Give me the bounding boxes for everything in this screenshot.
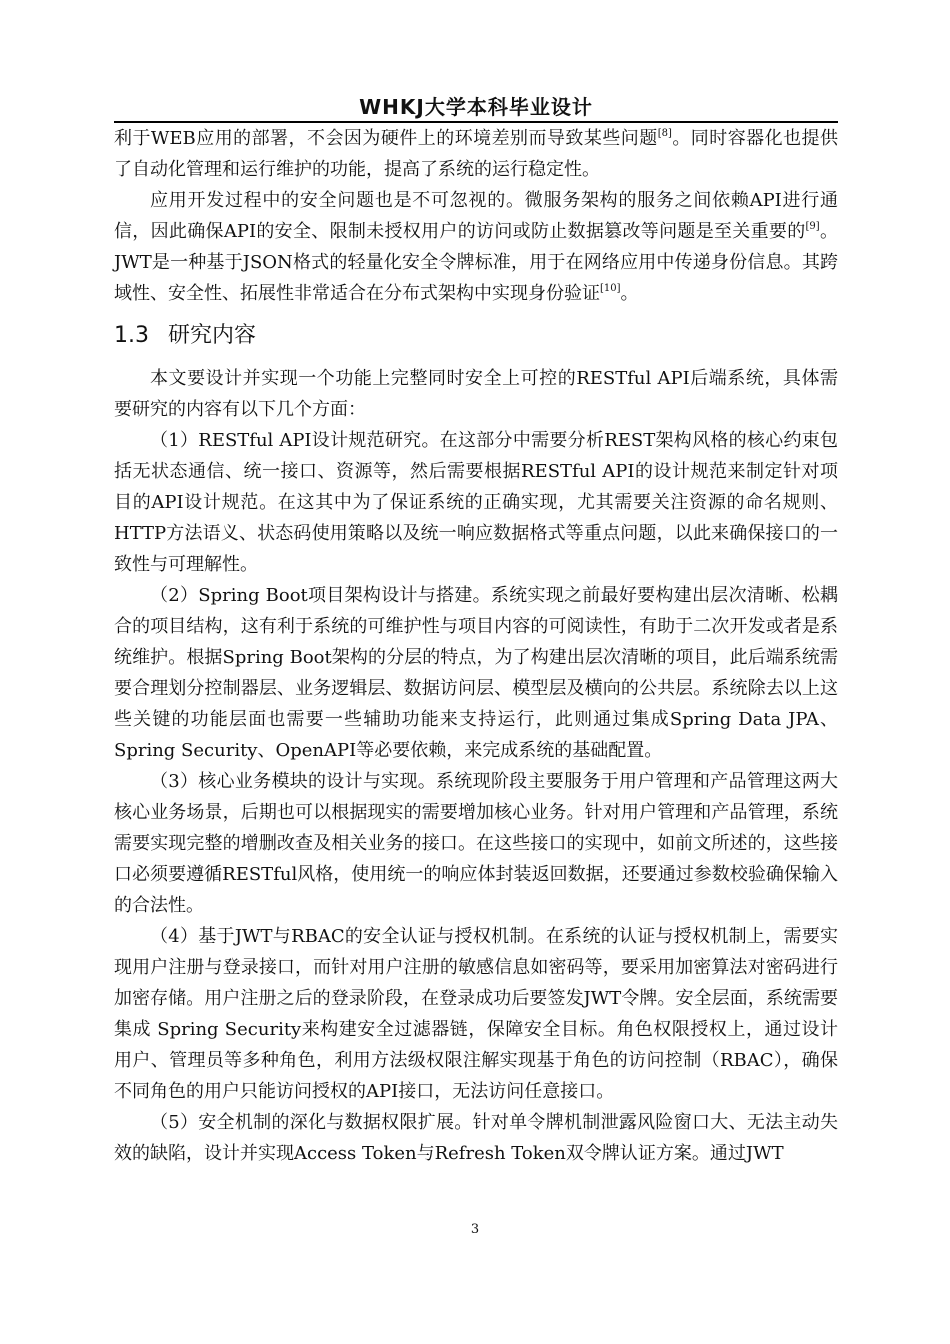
paragraph-security [114,185,838,309]
paragraph-continuation [114,123,838,185]
citation: [9] [805,221,820,232]
content-item-5: （5）安全机制的深化与数据权限扩展。针对单令牌机制泄露风险窗口大、无法主动失效的缺陷，设计并实现Access Token与Refresh Token双令牌认证方案。通过JWT [114,1112,838,1164]
citation: [8] [657,128,672,139]
section-number: 1.3 [114,323,149,348]
content-item-3: （3）核心业务模块的设计与实现。系统现阶段主要服务于用户管理和产品管理这两大核心业务场景，后期也可以根据现实的需要增加核心业务。针对用户管理和产品管理，系统需要实现完整的增删改查及相关业务的接口。在这些接口的实现中，如前文所述的，这些接口必须要遵循RESTful风格，使用统一的响应体封装返回数据，还要通过参数校验确保输入的合法性。 [114,771,838,916]
paragraph-text: 。 [620,283,639,304]
paragraph-text: 。JWT是一种基于JSON格式的轻量化安全令牌标准，用于在网络应用中传递身份信息。其跨域性、安全性、拓展性非常适合在分布式架构中实现身份验证 [114,221,839,304]
content-intro: 本文要设计并实现一个功能上完整同时安全上可控的RESTful API后端系统，具体需要研究的内容有以下几个方面： [114,368,838,420]
page-header: WHKJ大学本科毕业设计 [359,95,593,119]
citation: [10] [600,283,621,294]
paragraph-text: 。同时容器化也提供了自动化管理和运行维护的功能，提高了系统的运行稳定性。 [114,128,838,180]
page-number: 3 [470,1222,480,1237]
content-item-4: （4）基于JWT与RBAC的安全认证与授权机制。在系统的认证与授权机制上，需要实现用户注册与登录接口，而针对用户注册的敏感信息如密码等，要采用加密算法对密码进行加密存储。用户注册之后的登录阶段，在登录成功后要签发JWT令牌。安全层面，系统需要集成 Spring Security来构建安全过滤器链，保障安全目标。角色权限授权上，通过设计用户、管理员等多种角色，利用方法级权限注解实现基于角色的访问控制（RBAC），确保不同角色的用户只能访问授权的API接口，无法访问任意接口。 [114,926,838,1102]
section-title: 研究内容 [168,323,257,348]
content-item-1: （1）RESTful API设计规范研究。在这部分中需要分析REST架构风格的核心约束包括无状态通信、统一接口、资源等，然后需要根据RESTful API的设计规范来制定针对项目的API设计规范。在这其中为了保证系统的正确实现，尤其需要关注资源的命名规则、HTTP方法语义、状态码使用策略以及统一响应数据格式等重点问题，以此来确保接口的一致性与可理解性。 [114,430,838,575]
content-item-2: （2）Spring Boot项目架构设计与搭建。系统实现之前最好要构建出层次清晰、松耦合的项目结构，这有利于系统的可维护性与项目内容的可阅读性，有助于二次开发或者是系统维护。根据Spring Boot架构的分层的特点，为了构建出层次清晰的项目，此后端系统需要合理划分控制器层、业务逻辑层、数据访问层、模型层及横向的公共层。系统除去以上这些关键的功能层面也需要一些辅助功能来支持运行，此则通过集成Spring Data JPA、Spring Security、OpenAPI等必要依赖，来完成系统的基础配置。 [114,585,838,761]
paragraph-text: 利于WEB应用的部署，不会因为硬件上的环境差别而导致某些问题 [114,128,658,149]
page-body [114,123,838,1169]
paragraph-text: 应用开发过程中的安全问题也是不可忽视的。微服务架构的服务之间依赖API进行通信，因此确保API的安全、限制未授权用户的访问或防止数据篡改等问题是至关重要的 [114,190,838,242]
section-heading [114,319,838,353]
